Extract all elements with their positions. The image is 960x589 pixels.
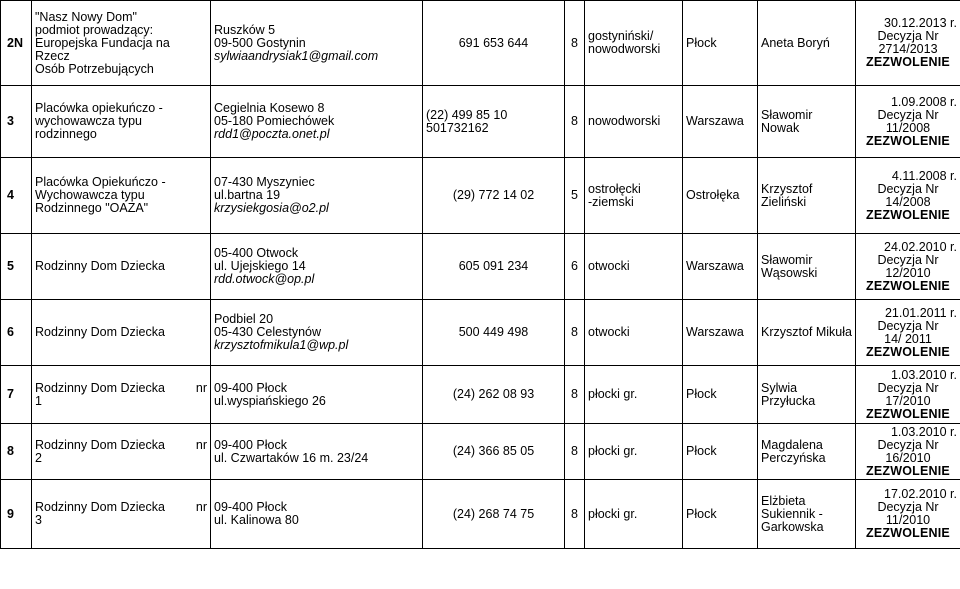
phone-number: 501732162 — [426, 120, 489, 135]
address-line: ul. Ujejskiego 14 — [214, 259, 306, 273]
phone-cell — [423, 86, 565, 158]
county-line: płocki gr. — [588, 444, 638, 458]
table-row — [1, 366, 960, 424]
decision-number: 11/2008 — [885, 120, 931, 135]
table-row — [1, 480, 960, 549]
county-cell — [585, 1, 683, 86]
phone-number: 500 449 498 — [458, 325, 529, 339]
phone-number: (24) 366 85 05 — [452, 444, 535, 458]
address-cell — [211, 300, 423, 366]
address-cell — [211, 1, 423, 86]
decision-label: Decyzja Nr — [877, 252, 939, 267]
phone-cell — [423, 300, 565, 366]
places-count: 8 — [565, 366, 585, 424]
address-line: 05-400 Otwock — [214, 246, 299, 260]
phone-number: (24) 268 74 75 — [452, 506, 535, 521]
decision-label: Decyzja Nr — [877, 318, 939, 333]
address-line: 05-180 Pomiechówek — [214, 114, 335, 128]
phone-number: (24) 262 08 93 — [452, 387, 535, 401]
county-cell — [585, 86, 683, 158]
row-number: 5 — [1, 234, 32, 300]
city: Płock — [683, 480, 758, 549]
phone-number: (22) 499 85 10 — [426, 107, 508, 122]
decision-date: 1.03.2010 r. — [890, 424, 957, 439]
address-line: 09-400 Płock — [214, 437, 287, 452]
address-cell — [211, 86, 423, 158]
address-line: 09-500 Gostynin — [214, 35, 306, 50]
decision-date: 1.03.2010 r. — [890, 367, 957, 382]
decision-date: 30.12.2013 r. — [884, 16, 957, 30]
phone-number: 605 091 234 — [458, 259, 529, 273]
contact-person-line: Krzysztof — [761, 181, 813, 196]
address-line: Cegielnia Kosewo 8 — [214, 101, 325, 115]
facility-name-line: Osób Potrzebujących — [35, 61, 154, 76]
address-cell — [211, 158, 423, 234]
address-line: ul. Kalinowa 80 — [214, 513, 299, 527]
city: Warszawa — [683, 234, 758, 300]
county-cell — [585, 158, 683, 234]
contact-person-line: Sylwia Przyłucka — [761, 380, 816, 408]
decision-cell — [856, 366, 960, 424]
county-line: -ziemski — [588, 194, 634, 209]
row-number: 2N — [1, 1, 32, 86]
facility-name-cell — [32, 366, 211, 424]
status-badge: ZEZWOLENIE — [866, 133, 950, 148]
phone-cell — [423, 234, 565, 300]
decision-cell — [856, 300, 960, 366]
facility-name-cell — [32, 158, 211, 234]
contact-person-line: Wąsowski — [761, 265, 818, 280]
facility-name-cell — [32, 234, 211, 300]
decision-label: Decyzja Nr — [877, 29, 939, 43]
contact-person-cell — [758, 300, 856, 366]
contact-person-line: Sukiennik - — [761, 506, 823, 521]
facility-name — [35, 439, 207, 465]
facility-name-line: "Nasz Nowy Dom" — [35, 9, 137, 24]
phone-cell — [423, 480, 565, 549]
facility-nr-label: nr — [195, 380, 207, 395]
address-line: ul.bartna 19 — [214, 188, 281, 202]
decision-date: 4.11.2008 r. — [891, 168, 957, 183]
decision-date: 21.01.2011 r. — [884, 305, 957, 320]
table-row — [1, 158, 960, 234]
contact-person-cell — [758, 366, 856, 424]
address-line: ul. Czwartaków 16 m. 23/24 — [214, 450, 369, 465]
email-address: krzysiekgosia@o2.pl — [214, 201, 329, 215]
phone-number: (29) 772 14 02 — [452, 188, 535, 202]
phone-cell — [423, 424, 565, 480]
status-badge: ZEZWOLENIE — [866, 463, 950, 478]
email-address: rdd.otwock@op.pl — [214, 272, 315, 286]
county-cell — [585, 480, 683, 549]
decision-label: Decyzja Nr — [877, 500, 939, 514]
contact-person-line: Perczyńska — [761, 450, 826, 465]
address-cell — [211, 366, 423, 424]
contact-person-cell — [758, 158, 856, 234]
contact-person-line: Sławomir — [761, 252, 813, 267]
decision-number: 14/ 2011 — [884, 331, 932, 346]
facility-name-cell — [32, 480, 211, 549]
decision-date: 17.02.2010 r. — [884, 487, 957, 501]
contact-person-cell — [758, 86, 856, 158]
county-cell — [585, 424, 683, 480]
contact-person-cell — [758, 234, 856, 300]
row-number: 9 — [1, 480, 32, 549]
facility-name-line: Rodzinny Dom Dziecka — [35, 437, 165, 452]
county-line: nowodworski — [588, 114, 661, 128]
decision-number: 17/2010 — [885, 393, 931, 408]
county-line: nowodworski — [588, 42, 661, 56]
places-count: 8 — [565, 1, 585, 86]
county-line: ostrołęcki — [588, 181, 641, 196]
places-count: 5 — [565, 158, 585, 234]
phone-cell — [423, 366, 565, 424]
email-address: rdd1@poczta.onet.pl — [214, 127, 330, 141]
status-badge: ZEZWOLENIE — [866, 278, 950, 293]
facility-name-line: Placówka opiekuńczo - — [35, 101, 163, 115]
city: Płock — [683, 366, 758, 424]
row-number: 7 — [1, 366, 32, 424]
table-row — [1, 234, 960, 300]
decision-date: 1.09.2008 r. — [890, 94, 957, 109]
contact-person-line: Sławomir Nowak — [761, 107, 813, 135]
facility-name-line: Europejska Fundacja na Rzecz — [35, 35, 170, 63]
decision-cell — [856, 234, 960, 300]
decision-label: Decyzja Nr — [877, 437, 939, 452]
address-line: 09-400 Płock — [214, 380, 287, 395]
facility-name-line: Placówka Opiekuńczo - — [35, 175, 166, 189]
contact-person-cell — [758, 1, 856, 86]
facility-name-line: Rodzinny Dom Dziecka — [35, 259, 165, 273]
decision-cell — [856, 86, 960, 158]
table-row — [1, 86, 960, 158]
row-number: 6 — [1, 300, 32, 366]
county-line: gostyniński/ — [588, 29, 654, 43]
county-line: płocki gr. — [588, 506, 638, 521]
places-count: 8 — [565, 480, 585, 549]
row-number: 8 — [1, 424, 32, 480]
city: Ostrołęka — [683, 158, 758, 234]
table-row — [1, 300, 960, 366]
row-number: 3 — [1, 86, 32, 158]
places-count: 8 — [565, 86, 585, 158]
decision-cell — [856, 1, 960, 86]
email-address: krzysztofmikula1@wp.pl — [214, 338, 349, 352]
table-row — [1, 1, 960, 86]
city: Płock — [683, 424, 758, 480]
address-cell — [211, 424, 423, 480]
decision-number: 2714/2013 — [878, 42, 938, 56]
address-cell — [211, 234, 423, 300]
contact-person-line: Krzysztof Mikuła — [761, 325, 852, 339]
contact-person-cell — [758, 480, 856, 549]
phone-number: 691 653 644 — [458, 35, 529, 50]
decision-number: 11/2010 — [885, 513, 931, 527]
status-badge: ZEZWOLENIE — [866, 526, 950, 540]
address-line: 07-430 Myszyniec — [214, 175, 315, 189]
decision-number: 12/2010 — [885, 265, 931, 280]
facility-name-line: 3 — [35, 513, 42, 527]
decision-number: 14/2008 — [885, 194, 931, 209]
facility-name-line: Rodzinny Dom Dziecka — [35, 380, 165, 395]
facility-name-line: podmiot prowadzący: — [35, 22, 154, 37]
contact-person-line: Aneta Boryń — [761, 35, 830, 50]
county-line: płocki gr. — [588, 387, 638, 401]
decision-cell — [856, 480, 960, 549]
address-line: ul.wyspiańskiego 26 — [214, 393, 326, 408]
row-number: 4 — [1, 158, 32, 234]
facility-name-cell — [32, 300, 211, 366]
status-badge: ZEZWOLENIE — [866, 406, 950, 421]
decision-date: 24.02.2010 r. — [884, 239, 957, 254]
city: Warszawa — [683, 300, 758, 366]
contact-person-line: Zieliński — [761, 194, 807, 209]
facility-name-line: Rodzinnego "OAZA" — [35, 201, 149, 215]
status-badge: ZEZWOLENIE — [866, 55, 950, 69]
contact-person-line: Garkowska — [761, 519, 824, 534]
contact-person-line: Magdalena — [761, 437, 823, 452]
places-count: 6 — [565, 234, 585, 300]
table-row — [1, 424, 960, 480]
county-line: otwocki — [588, 325, 630, 339]
county-cell — [585, 234, 683, 300]
decision-label: Decyzja Nr — [877, 107, 939, 122]
decision-cell — [856, 424, 960, 480]
address-line: 05-430 Celestynów — [214, 325, 322, 339]
decision-cell — [856, 158, 960, 234]
facility-nr-label: nr — [195, 437, 207, 452]
address-cell — [211, 480, 423, 549]
decision-label: Decyzja Nr — [877, 380, 939, 395]
county-cell — [585, 366, 683, 424]
decision-number: 16/2010 — [885, 450, 931, 465]
city: Warszawa — [683, 86, 758, 158]
facility-name-line: 1 — [35, 393, 42, 408]
status-badge: ZEZWOLENIE — [866, 207, 950, 222]
places-count: 8 — [565, 300, 585, 366]
facility-name-cell — [32, 424, 211, 480]
status-badge: ZEZWOLENIE — [866, 344, 950, 359]
phone-cell — [423, 1, 565, 86]
facility-nr-label: nr — [195, 500, 207, 514]
address-line: Ruszków 5 — [214, 22, 276, 37]
county-cell — [585, 300, 683, 366]
places-count: 8 — [565, 424, 585, 480]
email-address: sylwiaandrysiak1@gmail.com — [214, 48, 379, 63]
facility-name — [35, 501, 207, 527]
contact-person-line: Elżbieta — [761, 493, 806, 508]
city: Płock — [683, 1, 758, 86]
county-line: otwocki — [588, 259, 630, 273]
contact-person-cell — [758, 424, 856, 480]
facility-name-line: Rodzinny Dom Dziecka — [35, 500, 165, 514]
facility-name-line: Wychowawcza typu — [35, 188, 145, 202]
facility-name-cell — [32, 86, 211, 158]
address-line: 09-400 Płock — [214, 500, 287, 514]
facility-name-cell — [32, 1, 211, 86]
facility-name — [35, 382, 207, 408]
facility-name-line: Rodzinny Dom Dziecka — [35, 325, 165, 339]
address-line: Podbiel 20 — [214, 312, 274, 326]
phone-cell — [423, 158, 565, 234]
facility-name-line: 2 — [35, 450, 42, 465]
decision-label: Decyzja Nr — [877, 181, 939, 196]
facility-name-line: wychowawcza typu rodzinnego — [35, 114, 142, 141]
